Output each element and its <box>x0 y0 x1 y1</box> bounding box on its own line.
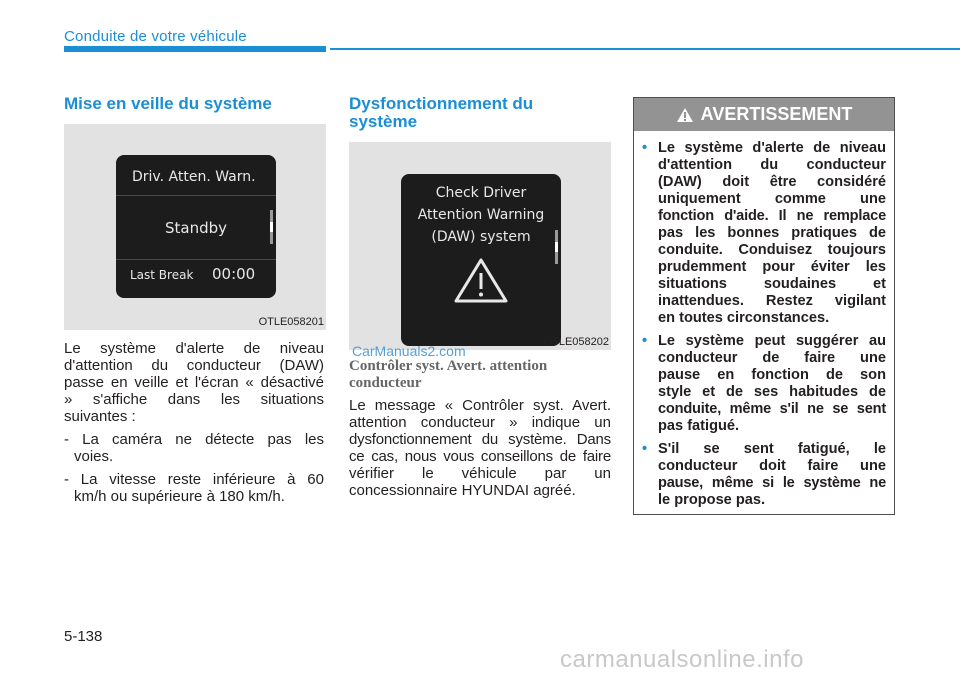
warning-line: le propose pas. <box>658 492 766 508</box>
display-divider <box>116 259 276 260</box>
display-line: Attention Warning <box>417 207 545 223</box>
title-line: Dysfonctionnement du <box>349 94 534 113</box>
warning-item <box>642 441 886 509</box>
last-break-label: Last Break <box>130 268 194 282</box>
warning-icon <box>676 107 694 123</box>
watermark: CarManuals2.com <box>352 343 466 359</box>
warning-list <box>642 140 886 515</box>
warning-item <box>642 140 886 327</box>
warning-triangle-icon <box>453 256 509 304</box>
warning-line: Le système d'alerte de niveau <box>658 140 886 156</box>
title-line: système <box>349 112 418 131</box>
warning-line: pas fatigué. <box>658 418 740 434</box>
page-number: 5-138 <box>64 628 103 645</box>
warning-line: pause en fonction de son <box>658 367 886 383</box>
warning-title: AVERTISSEMENT <box>700 104 853 124</box>
text-line: vérifier le véhicule par un <box>349 465 611 482</box>
warning-line: pause, même si le système ne <box>658 475 886 491</box>
warning-line: prudemment pour éviter les <box>658 259 886 275</box>
text-line: suivantes : <box>64 408 136 425</box>
condition-item: km/h ou supérieure à 180 km/h. <box>74 488 285 505</box>
display-heading: Driv. Atten. Warn. <box>132 169 256 185</box>
header-rule-thick <box>64 46 326 52</box>
warning-line: style et de ses habitudes de <box>658 384 886 400</box>
standby-description <box>64 340 324 505</box>
malfunction-figure <box>349 142 611 350</box>
footer-watermark: carmanualsonline.info <box>560 646 804 673</box>
message-subheading <box>349 358 611 392</box>
display-line: Check Driver <box>435 185 527 201</box>
warning-line: S'il se sent fatigué, le <box>658 441 886 457</box>
cluster-display <box>401 174 561 346</box>
warning-line: situations soudaines et <box>658 276 886 292</box>
header-rule-thin <box>330 48 960 50</box>
text-line: d'attention du conducteur (DAW) <box>64 357 324 374</box>
warning-line: Le système peut suggérer au <box>658 333 886 349</box>
text-line: » s'affiche dans les situations <box>64 391 324 408</box>
text-line: Le système d'alerte de niveau <box>64 340 324 357</box>
warning-line: d'attention du conducteur <box>658 157 886 173</box>
warning-line: conduite, même s'il ne se sent <box>658 401 886 417</box>
text-line: ce cas, nous vous conseillons de faire <box>349 448 611 465</box>
bullet-icon: • <box>642 333 648 349</box>
subheading-line: conducteur <box>349 375 422 391</box>
subheading-line: Contrôler syst. Avert. attention <box>349 358 548 374</box>
warning-line: fonction d'aide. Il ne remplace <box>658 208 886 224</box>
text-line: dysfonctionnement du système. Dans <box>349 431 611 448</box>
condition-item: voies. <box>74 448 114 465</box>
warning-box <box>633 97 895 515</box>
last-break-value: 00:00 <box>212 265 256 283</box>
warning-line: en toutes circonstances. <box>658 310 830 326</box>
warning-item <box>642 333 886 435</box>
standby-title: Mise en veille du système <box>64 94 272 113</box>
malfunction-description <box>349 397 611 499</box>
warning-line: conduite. Conduisez toujours <box>658 242 886 258</box>
display-divider <box>116 195 276 196</box>
cluster-display <box>116 155 276 298</box>
condition-item: - La caméra ne détecte pas les <box>64 431 324 448</box>
section-header: Conduite de votre véhicule <box>64 28 247 45</box>
standby-figure <box>64 124 326 330</box>
figure-code: OTLE058201 <box>258 316 324 328</box>
text-line: Le message « Contrôler syst. Avert. <box>349 397 611 414</box>
figure-code: OTLE058202 <box>543 336 609 348</box>
warning-line: pas les bonnes pratiques de <box>658 225 886 241</box>
display-line: (DAW) system <box>431 229 531 245</box>
display-status: Standby <box>164 219 228 237</box>
text-line: attention conducteur » indique un <box>349 414 611 431</box>
warning-header <box>634 98 894 131</box>
bullet-icon: • <box>642 441 648 457</box>
display-message <box>401 182 561 248</box>
warning-line: uniquement comme une <box>658 191 886 207</box>
warning-line: conducteur de faire une <box>658 350 886 366</box>
text-line: passe en veille et l'écran « désactivé <box>64 374 324 391</box>
warning-line: conducteur doit faire une <box>658 458 886 474</box>
scroll-indicator-thumb <box>270 222 273 232</box>
scroll-indicator-thumb <box>555 242 558 252</box>
warning-line: (DAW) doit être considéré <box>658 174 886 190</box>
bullet-icon: • <box>642 140 648 156</box>
text-line: concessionnaire HYUNDAI agréé. <box>349 482 576 499</box>
condition-item: - La vitesse reste inférieure à 60 <box>64 471 324 488</box>
warning-line: inattendues. Restez vigilant <box>658 293 886 309</box>
malfunction-title <box>349 95 533 131</box>
